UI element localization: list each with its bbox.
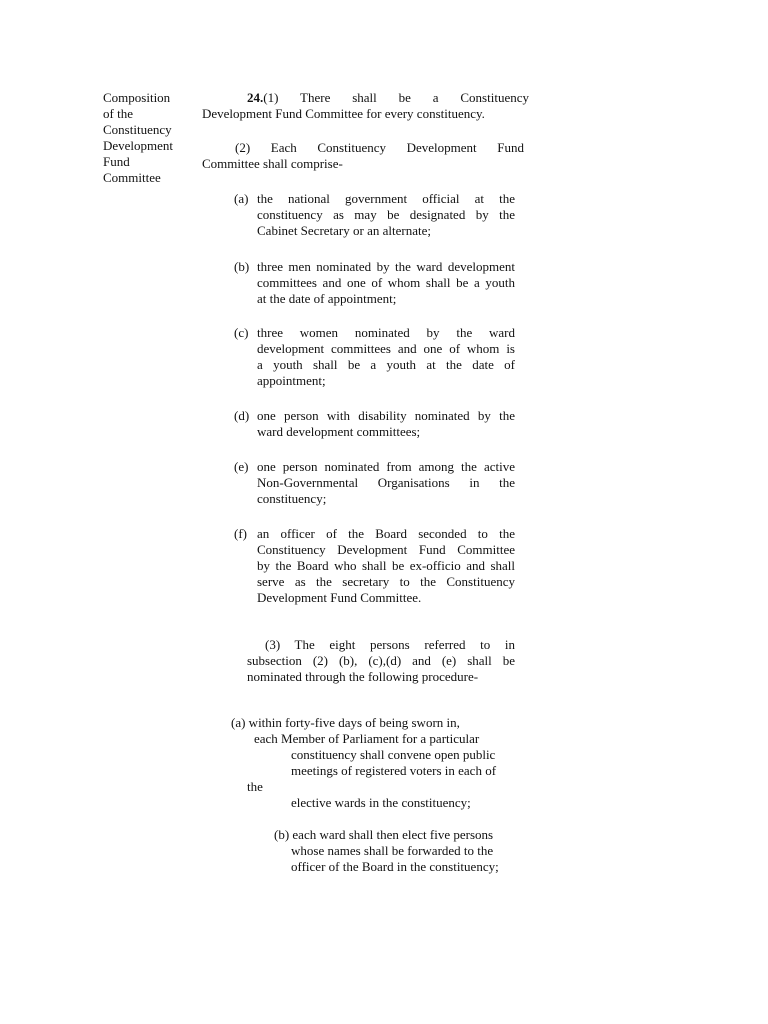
- item-text: [257, 191, 515, 239]
- item-line: by the Board who shall be ex-officio and shall: [257, 558, 515, 573]
- marginal-note-line: Composition: [103, 90, 171, 105]
- procedure-b: [274, 827, 534, 875]
- item-line: an officer of the Board seconded to the: [257, 526, 515, 541]
- subsection-24-1-line: [202, 90, 529, 106]
- subsection-24-1-line: Development Fund Committee for every constituency.: [202, 106, 485, 121]
- procedure-a-line: meetings of registered voters in each of: [291, 763, 497, 778]
- item-line: committees and one of whom shall be a youth: [257, 275, 515, 290]
- item-line: three women nominated by the ward: [257, 325, 515, 340]
- list-item-b: [234, 259, 515, 307]
- marginal-note-line: Committee: [103, 170, 161, 185]
- procedure-b-line: whose names shall be forwarded to the: [291, 843, 494, 858]
- list-item-f: [234, 526, 515, 606]
- list-item-e: [234, 459, 515, 507]
- procedure-a-line: each Member of Parliament for a particular: [254, 731, 480, 746]
- item-label: (c): [234, 325, 249, 340]
- item-text: [257, 325, 515, 389]
- item-line: a youth shall be a youth at the date of: [257, 357, 515, 372]
- item-line: serve as the secretary to the Constituency: [257, 574, 515, 589]
- item-text: [257, 526, 515, 606]
- item-label: (d): [234, 408, 250, 423]
- item-label: (f): [234, 526, 247, 541]
- item-line: constituency;: [257, 491, 327, 506]
- item-text: [257, 459, 515, 507]
- list-item-a: [234, 191, 515, 239]
- subsection-24-1: [202, 90, 529, 122]
- item-line: ward development committees;: [257, 424, 421, 439]
- subsection-24-2: [202, 140, 524, 172]
- item-line: three men nominated by the ward development: [257, 259, 515, 274]
- item-line: Constituency Development Fund Committee: [257, 542, 515, 557]
- item-text: [257, 408, 515, 440]
- procedure-a: [231, 715, 531, 811]
- item-line: development committees and one of whom is: [257, 341, 515, 356]
- item-line: the national government official at the: [257, 191, 515, 206]
- subsection-24-3-line: (3) The eight persons referred to in: [265, 637, 515, 652]
- item-line: at the date of appointment;: [257, 291, 397, 306]
- item-label: (a): [234, 191, 249, 206]
- item-line: Development Fund Committee.: [257, 590, 422, 605]
- item-text: [257, 259, 515, 307]
- marginal-note: [103, 90, 183, 186]
- subsection-24-3: [247, 637, 515, 685]
- procedure-b-line: (b) each ward shall then elect five persons: [274, 827, 494, 842]
- subsection-24-3-line: subsection (2) (b), (c),(d) and (e) shall be: [247, 653, 515, 668]
- section-number: 24.: [247, 90, 264, 105]
- procedure-a-line: elective wards in the constituency;: [291, 795, 471, 810]
- subsection-24-2-line: (2) Each Constituency Development Fund: [235, 140, 524, 155]
- subsection-24-1-text: (1) There shall be a Constituency: [263, 90, 529, 105]
- subsection-24-3-line: nominated through the following procedure-: [247, 669, 479, 684]
- item-label: (b): [234, 259, 250, 274]
- item-label: (e): [234, 459, 249, 474]
- subsection-24-2-line: Committee shall comprise-: [202, 156, 343, 171]
- marginal-note-line: Constituency: [103, 122, 172, 137]
- list-item-c: [234, 325, 515, 389]
- item-line: Non-Governmental Organisations in the: [257, 475, 515, 490]
- list-item-d: [234, 408, 515, 440]
- procedure-b-line: officer of the Board in the constituency;: [291, 859, 499, 874]
- marginal-note-line: of the: [103, 106, 133, 121]
- item-line: constituency as may be designated by the: [257, 207, 515, 222]
- item-line: Cabinet Secretary or an alternate;: [257, 223, 431, 238]
- item-line: one person with disability nominated by the: [257, 408, 515, 423]
- marginal-note-line: Fund: [103, 154, 130, 169]
- procedure-a-line: constituency shall convene open public: [291, 747, 496, 762]
- procedure-a-line: the: [247, 779, 263, 794]
- item-line: one person nominated from among the active: [257, 459, 515, 474]
- item-line: appointment;: [257, 373, 326, 388]
- procedure-a-line: (a) within forty-five days of being sworn in,: [231, 715, 460, 730]
- marginal-note-line: Development: [103, 138, 174, 153]
